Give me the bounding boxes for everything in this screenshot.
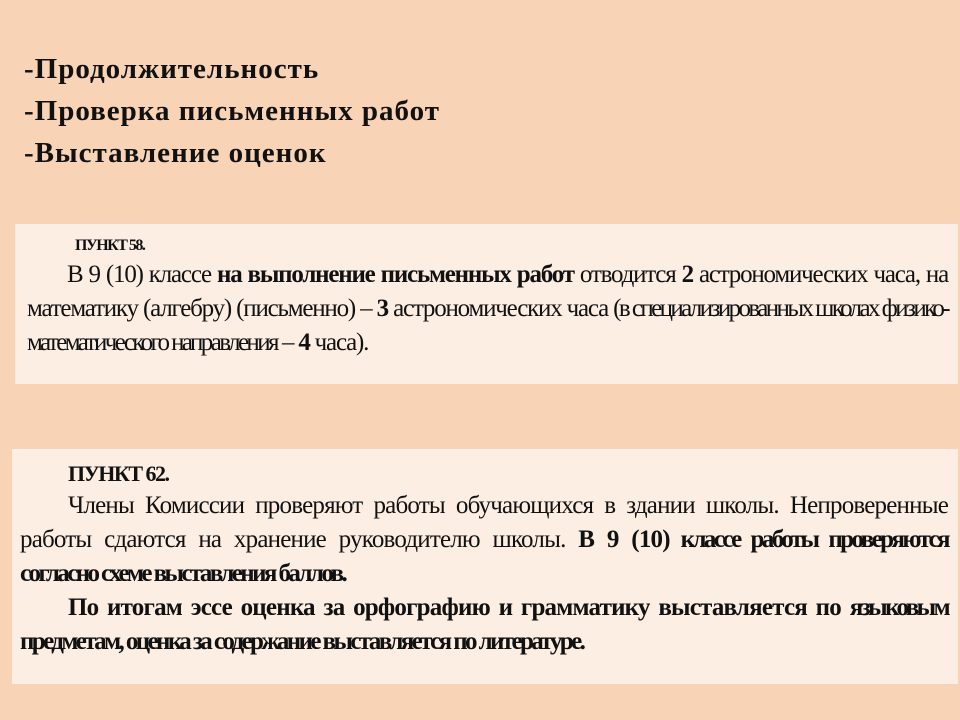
text-segment-bold: По итогам эссе оценка за орфографию и грамматику выставляется по <box>68 594 850 621</box>
text-segment: В 9 (10) классе <box>67 261 217 288</box>
punkt-62-paragraph-2 <box>20 591 948 659</box>
hours-value: 2 <box>681 261 693 288</box>
text-segment: Члены Комиссии проверяют работы обучающихся в здании школы. Непроверенные работы сдаются на хранение руководителю школы. <box>20 492 948 553</box>
punkt-62-box <box>12 449 958 684</box>
text-segment: астрономических часа <box>387 295 614 322</box>
heading-item-checking: -Проверка письменных работ <box>24 95 440 127</box>
text-segment-bold: В 9 (10) <box>578 526 670 553</box>
punkt-58-text <box>27 258 948 360</box>
text-segment-bold: классе работы проверяются согласно схеме выставления баллов. <box>20 526 948 587</box>
text-segment-bold: языковым предметам, оценка за содержание выставляется по литературе. <box>20 594 948 655</box>
text-segment-bold: на выполнение письменных работ <box>216 261 574 288</box>
punkt-58-box <box>15 224 958 384</box>
text-segment: часа). <box>309 329 369 356</box>
heading-list <box>24 48 924 174</box>
punkt-62-paragraph-1 <box>20 489 948 591</box>
punkt-62-title: ПУНКТ 62. <box>68 461 169 486</box>
text-segment: – <box>276 329 299 356</box>
text-segment: (в специализированных школах физико-математического направления <box>27 295 949 356</box>
hours-value: 4 <box>298 329 310 356</box>
heading-item-grading: -Выставление оценок <box>24 137 327 169</box>
hours-value: 3 <box>376 295 388 322</box>
punkt-58-title: ПУНКТ 58. <box>75 237 145 254</box>
text-segment: отводится <box>573 261 682 288</box>
heading-item-duration: -Продолжительность <box>24 53 320 85</box>
text-segment: астрономических часа, на математику (алгебру) (письменно) – <box>27 261 949 322</box>
